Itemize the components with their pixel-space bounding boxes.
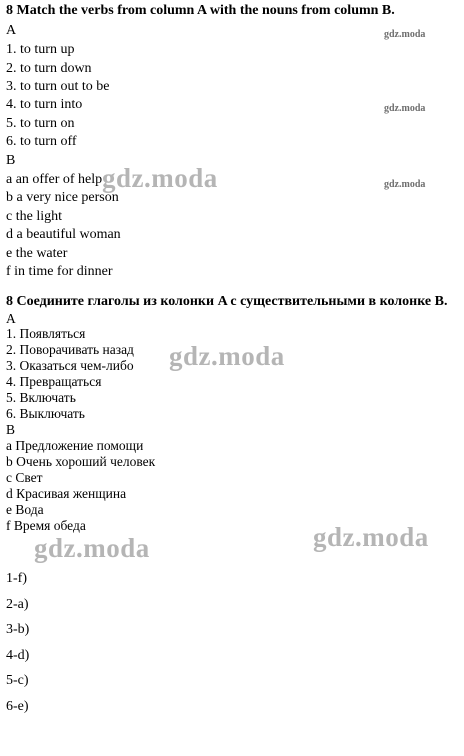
noun-item: a an offer of help xyxy=(6,172,103,187)
answer-item: 4-d) xyxy=(6,648,30,663)
column-b-label-en: B xyxy=(6,153,16,168)
noun-item: c the light xyxy=(6,209,62,224)
exercise-title-en: 8 Match the verbs from column A with the nouns from column B. xyxy=(6,3,395,18)
verb-item-ru: 2. Поворачивать назад xyxy=(6,342,134,357)
watermark-large: gdz.moda xyxy=(169,341,285,371)
noun-item: b a very nice person xyxy=(6,190,119,205)
answer-item: 6-e) xyxy=(6,699,29,714)
noun-item: f in time for dinner xyxy=(6,264,113,279)
answer-item: 3-b) xyxy=(6,622,30,637)
watermark-small: gdz.moda xyxy=(384,29,426,40)
noun-item-ru: b Очень хороший человек xyxy=(6,454,156,469)
watermark-large: gdz.moda xyxy=(102,163,218,193)
noun-item-ru: f Время обеда xyxy=(6,518,86,533)
column-a-label-en: A xyxy=(6,23,17,38)
watermark-small: gdz.moda xyxy=(384,179,426,190)
verb-item: 6. to turn off xyxy=(6,134,77,149)
verb-item: 4. to turn into xyxy=(6,97,83,112)
column-a-label-ru: A xyxy=(6,311,16,326)
verb-item: 5. to turn on xyxy=(6,116,75,131)
noun-item-ru: a Предложение помощи xyxy=(6,438,144,453)
watermark-small: gdz.moda xyxy=(384,103,426,114)
noun-item: e the water xyxy=(6,246,68,261)
exercise-title-ru: 8 Соедините глаголы из колонки A с существительными в колонке B. xyxy=(6,294,448,309)
noun-item-ru: d Красивая женщина xyxy=(6,486,127,501)
column-b-label-ru: B xyxy=(6,422,16,437)
verb-item-ru: 5. Включать xyxy=(6,390,76,405)
verb-item-ru: 4. Превращаться xyxy=(6,374,102,389)
verb-item-ru: 1. Появляться xyxy=(6,326,86,341)
verb-item-ru: 3. Оказаться чем-либо xyxy=(6,358,134,373)
noun-item: d a beautiful woman xyxy=(6,227,121,242)
noun-item-ru: c Свет xyxy=(6,470,43,485)
verb-item-ru: 6. Выключать xyxy=(6,406,85,421)
answer-item: 1-f) xyxy=(6,571,27,586)
verb-item: 2. to turn down xyxy=(6,61,92,76)
answer-item: 2-a) xyxy=(6,597,29,612)
verb-item: 1. to turn up xyxy=(6,42,75,57)
answer-item: 5-c) xyxy=(6,673,29,688)
verb-item: 3. to turn out to be xyxy=(6,79,110,94)
noun-item-ru: e Вода xyxy=(6,502,44,517)
watermark-large: gdz.moda xyxy=(34,533,150,563)
watermark-large: gdz.moda xyxy=(313,522,429,552)
